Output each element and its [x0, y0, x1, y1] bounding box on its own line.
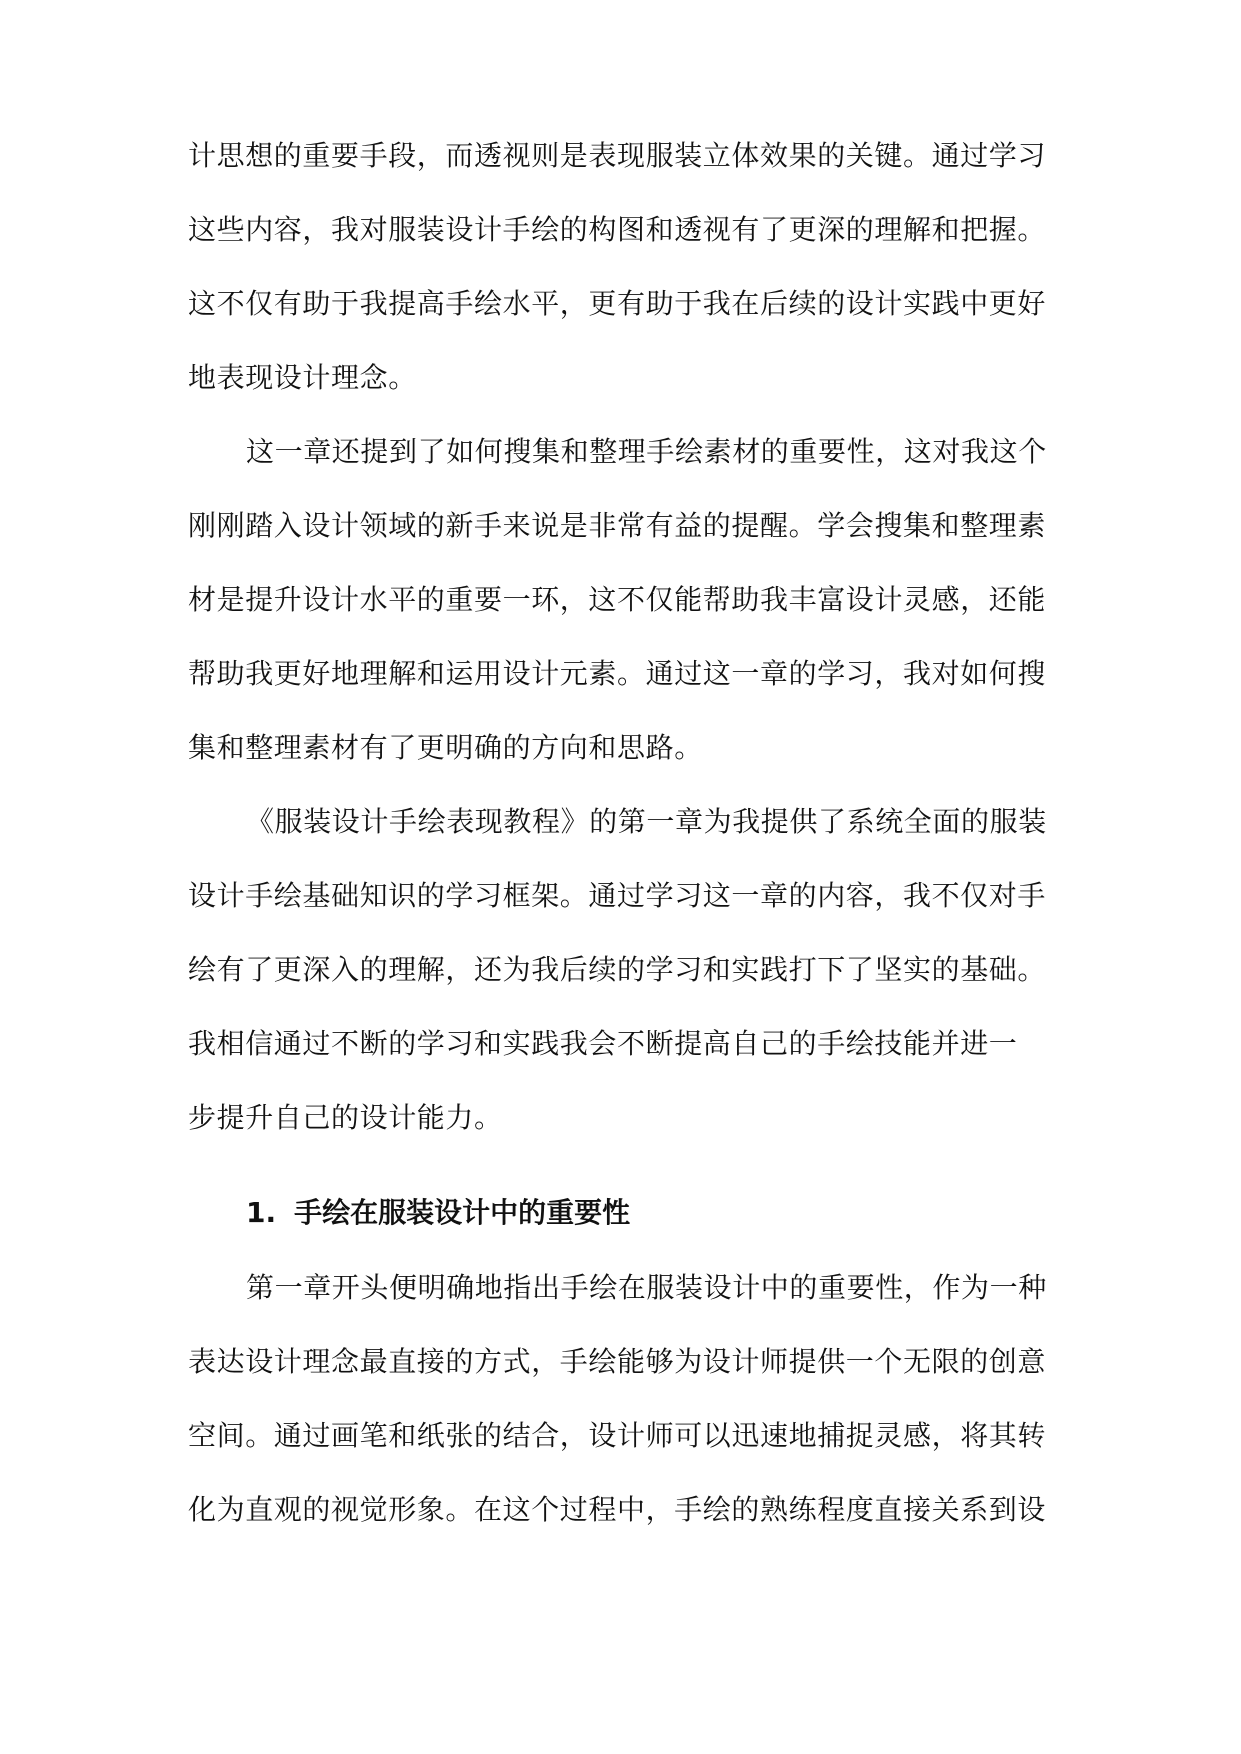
paragraph-line: 第一章开头便明确地指出手绘在服装设计中的重要性，作为一种 — [246, 1271, 1047, 1304]
paragraph-line: 集和整理素材有了更明确的方向和思路。 — [188, 731, 703, 764]
paragraph-line: 这些内容，我对服装设计手绘的构图和透视有了更深的理解和把握。 — [188, 213, 1047, 246]
paragraph-line: 设计手绘基础知识的学习框架。通过学习这一章的内容，我不仅对手 — [188, 879, 1047, 912]
paragraph-line: 帮助我更好地理解和运用设计元素。通过这一章的学习，我对如何搜 — [188, 657, 1047, 690]
paragraph-line: 这一章还提到了如何搜集和整理手绘素材的重要性，这对我这个 — [246, 435, 1047, 468]
paragraph-line: 表达设计理念最直接的方式，手绘能够为设计师提供一个无限的创意 — [188, 1345, 1047, 1378]
paragraph-line: 这不仅有助于我提高手绘水平，更有助于我在后续的设计实践中更好 — [188, 287, 1047, 320]
paragraph-line: 我相信通过不断的学习和实践我会不断提高自己的手绘技能并进一 — [188, 1027, 1018, 1060]
paragraph-line: 地表现设计理念。 — [188, 361, 417, 394]
paragraph-line: 绘有了更深入的理解，还为我后续的学习和实践打下了坚实的基础。 — [188, 953, 1047, 986]
paragraph-line: 步提升自己的设计能力。 — [188, 1101, 503, 1134]
paragraph-line: 空间。通过画笔和纸张的结合，设计师可以迅速地捕捉灵感，将其转 — [188, 1419, 1047, 1452]
section-number: 1. — [246, 1196, 277, 1229]
paragraph-line: 化为直观的视觉形象。在这个过程中，手绘的熟练程度直接关系到设 — [188, 1493, 1047, 1526]
paragraph-line: 计思想的重要手段，而透视则是表现服装立体效果的关键。通过学习 — [188, 139, 1047, 172]
paragraph-line: 刚刚踏入设计领域的新手来说是非常有益的提醒。学会搜集和整理素 — [188, 509, 1047, 542]
section-title: 手绘在服装设计中的重要性 — [294, 1196, 631, 1229]
section-heading — [246, 1193, 630, 1233]
paragraph-line: 材是提升设计水平的重要一环，这不仅能帮助我丰富设计灵感，还能 — [188, 583, 1047, 616]
paragraph-line: 《服装设计手绘表现教程》的第一章为我提供了系统全面的服装 — [246, 805, 1047, 838]
